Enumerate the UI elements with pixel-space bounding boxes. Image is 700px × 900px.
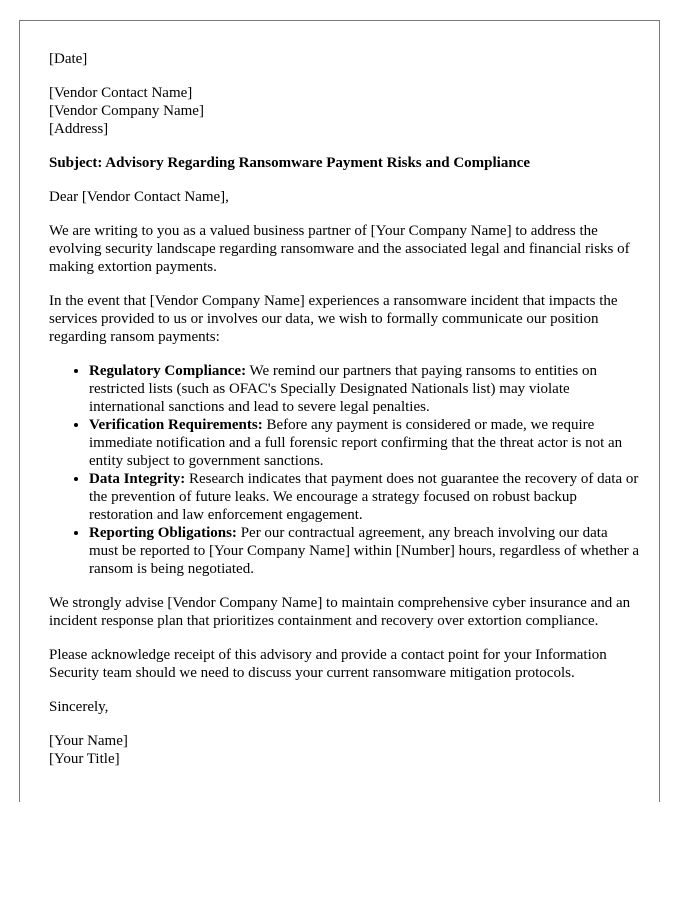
letter-salutation: Dear [Vendor Contact Name], bbox=[49, 189, 229, 205]
recipient-company-name: [Vendor Company Name] bbox=[49, 103, 204, 119]
recipient-address: [Address] bbox=[49, 121, 109, 137]
policy-point-data-integrity bbox=[89, 470, 639, 524]
policy-points-list bbox=[49, 362, 639, 578]
policy-point-text: Before any payment is considered or made, we require immediate notification and a full forensic report confirming that the threat actor is not an entity subject to government sanctions. bbox=[89, 417, 623, 469]
position-paragraph: In the event that [Vendor Company Name] experiences a ransomware incident that impacts the services provided to us or involves our data, we wish to formally communicate our position regarding ransom payments: bbox=[49, 293, 618, 345]
letter-signoff: Sincerely, bbox=[49, 699, 109, 715]
letter-date: [Date] bbox=[49, 51, 88, 67]
letter-page bbox=[19, 20, 660, 802]
acknowledgement-paragraph: Please acknowledge receipt of this advisory and provide a contact point for your Information Security team should we need to discuss your current ransomware mitigation protocols. bbox=[49, 647, 607, 681]
policy-point-regulatory-compliance bbox=[89, 362, 639, 416]
intro-paragraph: We are writing to you as a valued business partner of [Your Company Name] to address the evolving security landscape regarding ransomware and the associated legal and financial risks of making extortion payments. bbox=[49, 223, 630, 275]
signature-title: [Your Title] bbox=[49, 751, 120, 767]
recipient-contact-name: [Vendor Contact Name] bbox=[49, 85, 193, 101]
letter-subject: Subject: Advisory Regarding Ransomware Payment Risks and Compliance bbox=[49, 155, 530, 171]
insurance-advice-paragraph: We strongly advise [Vendor Company Name] to maintain comprehensive cyber insurance and an incident response plan that prioritizes containment and recovery over extortion compliance. bbox=[49, 595, 631, 629]
policy-point-title: Verification Requirements: bbox=[89, 417, 263, 433]
recipient-address-block bbox=[49, 84, 639, 138]
signature-block bbox=[49, 732, 639, 768]
policy-point-title: Regulatory Compliance: bbox=[89, 363, 247, 379]
letter-body bbox=[49, 50, 639, 784]
policy-point-text: We remind our partners that paying ransoms to entities on restricted lists (such as OFAC's Specially Designated Nationals list) may violate international sanctions and lead to severe legal penalties. bbox=[89, 363, 598, 415]
policy-point-text: Research indicates that payment does not guarantee the recovery of data or the prevention of future leaks. We encourage a strategy focused on robust backup restoration and law enforcement engagement. bbox=[89, 471, 639, 523]
policy-point-text: Per our contractual agreement, any breach involving our data must be reported to [Your Company Name] within [Number] hours, regardless of whether a ransom is being negotiated. bbox=[89, 525, 640, 577]
policy-point-reporting-obligations bbox=[89, 524, 639, 578]
policy-point-verification-requirements bbox=[89, 416, 639, 470]
policy-point-title: Data Integrity: bbox=[89, 471, 186, 487]
policy-point-title: Reporting Obligations: bbox=[89, 525, 237, 541]
signature-name: [Your Name] bbox=[49, 733, 128, 749]
